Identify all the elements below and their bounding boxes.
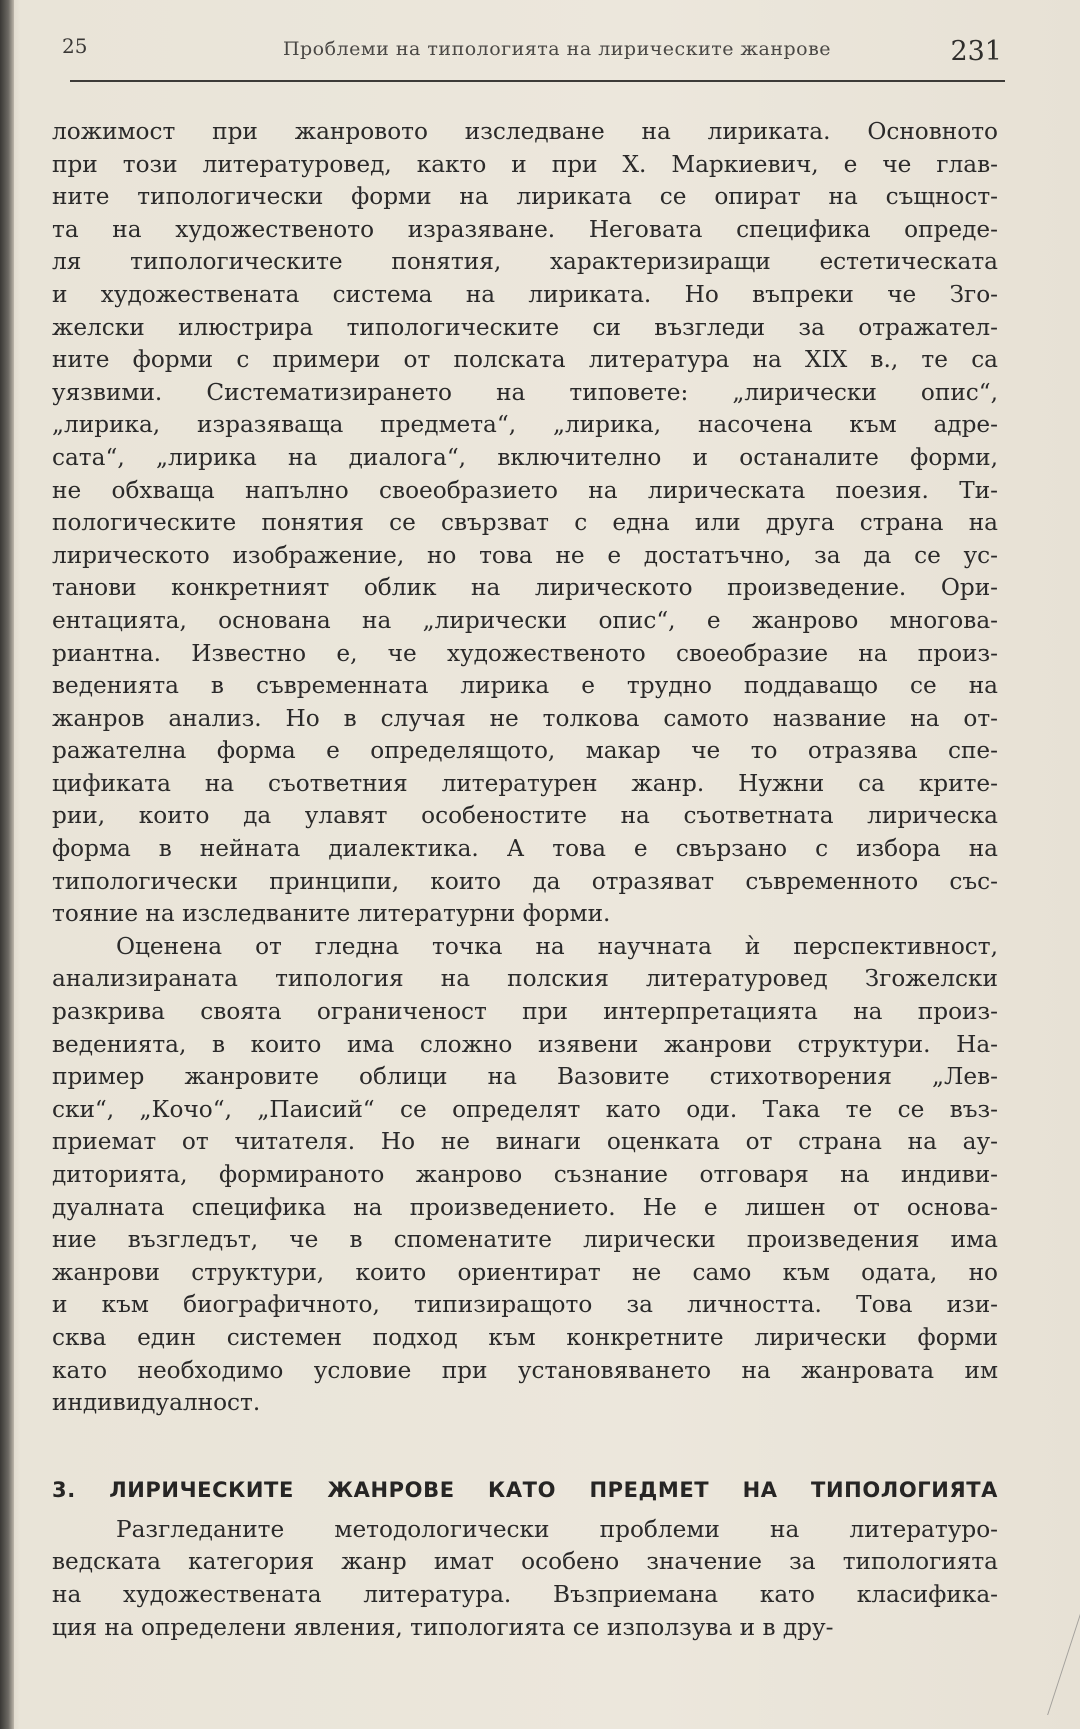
- text-line: ните типологически форми на лириката се опират на същност-: [52, 183, 998, 211]
- text-line: типологически принципи, които да отразяват съвременното със-: [52, 867, 998, 895]
- text-line: не обхваща напълно своеобразието на лирическата поезия. Ти-: [52, 476, 998, 504]
- text-line: ски“, „Кочо“, „Паисий“ се определят като оди. Така те се въз-: [52, 1095, 998, 1123]
- text-line: цификата на съответния литературен жанр. Нужни са крите-: [52, 769, 998, 797]
- text-line: при този литературовед, както и при Х. Маркиевич, е че глав-: [52, 150, 998, 178]
- text-line: веденията в съвременната лирика е трудно поддаващо се на: [52, 672, 998, 700]
- text-line: и художествената система на лириката. Но въпреки че Зго-: [52, 280, 998, 308]
- section-heading: 3. ЛИРИЧЕСКИТЕ ЖАНРОВЕ КАТО ПРЕДМЕТ НА ТИПОЛОГИЯТА: [52, 1477, 998, 1502]
- text-line: та на художественото изразяване. Неговата специфика опреде-: [52, 215, 998, 243]
- section-gap: [52, 1420, 998, 1472]
- text-line: уязвими. Систематизирането на типовете: „лирически опис“,: [52, 378, 998, 406]
- book-spine-shadow: [0, 0, 14, 1729]
- text-line: „лирика, изразяваща предмета“, „лирика, насочена към адре-: [52, 411, 998, 439]
- text-line: ентацията, основана на „лирически опис“, е жанрово многова-: [52, 606, 998, 634]
- text-line: и към биографичното, типизиращото за личността. Това изи-: [52, 1291, 998, 1319]
- text-line: индивидуалност.: [52, 1389, 261, 1417]
- paragraph: [52, 931, 998, 1420]
- page-corner-mark: [1007, 1605, 1080, 1715]
- text-line: форма в нейната диалектика. А това е свързано с избора на: [52, 835, 998, 863]
- text-line: разкрива своята ограниченост при интерпретацията на произ-: [52, 998, 998, 1026]
- text-line: диторията, формираното жанрово съзнание отговаря на индиви-: [52, 1161, 998, 1188]
- text-line: жанров анализ. Но в случая не толкова самото название на от-: [52, 704, 998, 732]
- text-line: като необходимо условие при установяването на жанровата им: [52, 1356, 998, 1384]
- page-header: [62, 28, 1002, 78]
- text-line: веденията, в които има сложно изявени жанрови структури. На-: [52, 1030, 998, 1058]
- signature-folio: 25: [62, 34, 88, 58]
- text-line: тояние на изследваните литературни форми.: [52, 900, 611, 928]
- text-line: приемат от читателя. Но не винаги оценката от страна на ау-: [52, 1128, 998, 1156]
- text-line: сква един системен подход към конкретните лирически форми: [52, 1323, 998, 1351]
- text-line: риантна. Известно е, че художественото своеобразие на произ-: [52, 639, 998, 667]
- text-line: дуалната специфика на произведението. Не е лишен от основа-: [52, 1193, 998, 1221]
- text-line: жанрови структури, които ориентират не само към одата, но: [52, 1258, 998, 1286]
- text-line: Оценена от гледна точка на научната ѝ перспективност,: [116, 932, 998, 960]
- paragraph: [52, 1514, 998, 1644]
- text-line: Разгледаните методологически проблеми на литературо-: [116, 1515, 998, 1543]
- header-rule: [70, 80, 1005, 82]
- text-line: ведската категория жанр имат особено значение за типологията: [52, 1548, 998, 1576]
- text-line: пример жанровите облици на Вазовите стихотворения „Лев-: [52, 1063, 998, 1091]
- text-line: ние възгледът, че в споменатите лирически произведения има: [52, 1226, 998, 1254]
- text-line: рии, които да улавят особеностите на съответната лирическа: [52, 802, 998, 830]
- running-title: Проблеми на типологията на лирическите жанрове: [282, 38, 832, 60]
- text-line: анализираната типология на полския литературовед Згожелски: [52, 965, 998, 993]
- text-line: ция на определени явления, типологията се използува и в дру-: [52, 1613, 834, 1641]
- paragraph: [52, 116, 998, 931]
- text-line: ните форми с примери от полската литература на XIX в., те са: [52, 346, 998, 374]
- page-number: 231: [950, 36, 1002, 67]
- text-line: ражателна форма е определящото, макар че то отразява спе-: [52, 737, 998, 765]
- section-paragraph: [52, 1514, 998, 1644]
- text-line: сата“, „лирика на диалога“, включително и останалите форми,: [52, 443, 998, 471]
- text-line: ля типологическите понятия, характеризиращи естетическата: [52, 248, 998, 276]
- page-body: [52, 116, 998, 1644]
- text-line: пологическите понятия се свързват с една или друга страна на: [52, 509, 998, 537]
- text-line: ложимост при жанровото изследване на лириката. Основното: [52, 118, 998, 145]
- text-line: желски илюстрира типологическите си възгледи за отражател-: [52, 313, 998, 341]
- text-line: лирическото изображение, но това не е достатъчно, за да се ус-: [52, 541, 998, 569]
- text-line: танови конкретният облик на лирическото произведение. Ори-: [52, 574, 998, 602]
- paragraph-container: [52, 116, 998, 1420]
- text-line: на художествената литература. Възприемана като класифика-: [52, 1580, 998, 1608]
